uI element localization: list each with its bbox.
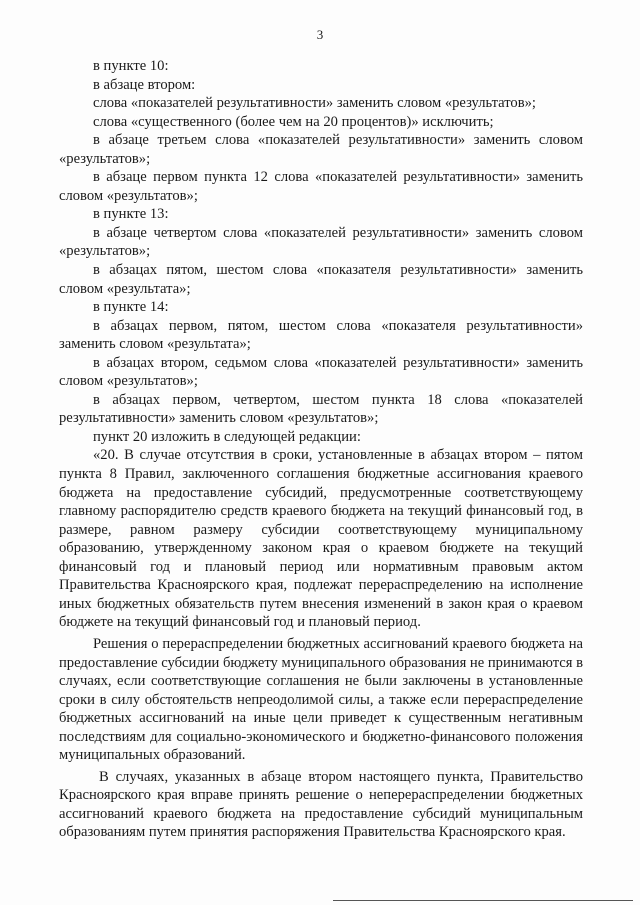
paragraph-9: в абзацах пятом, шестом слова «показателя результативности» заменить словом «результата»; — [59, 262, 583, 297]
page-number: 3 — [316, 27, 324, 42]
paragraph-13: в абзацах первом, четвертом, шестом пункта 18 слова «показателей результативности» заменить словом «результатов»; — [59, 391, 583, 427]
paragraph-4: слова «существенного (более чем на 20 процентов)» исключить; — [93, 113, 494, 130]
document-body — [59, 57, 583, 842]
paragraph-15: «20. В случае отсутствия в сроки, установленные в абзацах втором – пятом пункта 8 Правил, заключенного соглашения бюджетные ассигнования краевого бюджета на предоставление субсидий, предусмотренные соответствующему главному распорядителю средств краевого бюджета на текущий финансовый год, в размере, равном размеру субсидии соответствующему муниципальному образованию, утвержденному законом края о краевом бюджете на текущий финансовый год и плановый период или нормативным правовым актом Правительства Красноярского края, подлежат перераспределению на исполнение иных бюджетных обязательств путем внесения изменений в закон края о краевом бюджете на текущий финансовый год и плановый период. — [59, 447, 583, 631]
bottom-divider — [333, 900, 633, 901]
paragraph-1: в пункте 10: — [93, 58, 169, 74]
paragraph-6: в абзаце первом пункта 12 слова «показателей результативности» заменить словом «результатов»; — [59, 169, 583, 204]
paragraph-2: в абзаце втором: — [93, 76, 196, 93]
paragraph-11: в абзацах первом, пятом, шестом слова «показателя результативности» заменить словом «результата»; — [59, 317, 583, 353]
paragraph-8: в абзаце четвертом слова «показателей результативности» заменить словом «результатов»; — [59, 224, 583, 260]
paragraph-14: пункт 20 изложить в следующей редакции: — [93, 428, 361, 445]
paragraph-17: В случаях, указанных в абзаце втором настоящего пункта, Правительство Красноярского края вправе принять решение о неперераспределении бюджетных ассигнований краевого бюджета на предоставление субсидий муниципальным образованиям путем принятия распоряжения Правительства Красноярского края. — [59, 768, 583, 841]
paragraph-16: Решения о перераспределении бюджетных ассигнований краевого бюджета на предоставление субсидии бюджету муниципального образования не принимаются в случаях, если соответствующие соглашения не были заключены в установленные сроки в силу обстоятельств непреодолимой силы, а также если перераспределение бюджетных ассигнований на иные цели приведет к существенным негативным последствиям для социально-экономического и бюджетно-финансового положения муниципальных образований. — [59, 635, 584, 764]
paragraph-10: в пункте 14: — [93, 299, 169, 316]
paragraph-12: в абзацах втором, седьмом слова «показателей результативности» заменить словом «результатов»; — [59, 354, 583, 390]
paragraph-5: в абзаце третьем слова «показателей результативности» заменить словом «результатов»; — [59, 132, 583, 167]
paragraph-7: в пункте 13: — [93, 206, 169, 223]
paragraph-3: слова «показателей результативности» заменить словом «результатов»; — [93, 95, 536, 112]
